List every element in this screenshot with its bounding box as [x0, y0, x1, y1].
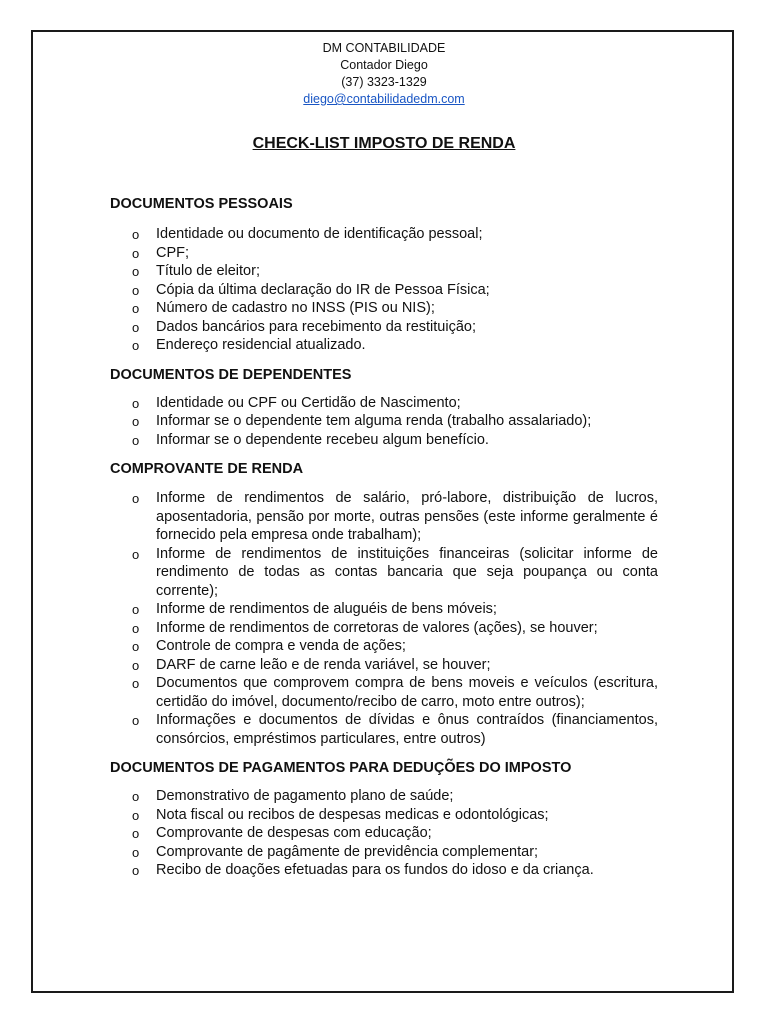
- bullet-icon: o: [132, 282, 140, 298]
- section-documentos-dependentes: [110, 366, 658, 450]
- bullet-icon: o: [132, 227, 140, 242]
- bullet-icon: o: [132, 789, 140, 804]
- item-list: [110, 225, 658, 355]
- list-item: o Informar se o dependente tem alguma renda (trabalho assalariado);: [110, 412, 658, 431]
- document-title: CHECK-LIST IMPOSTO DE RENDA: [252, 135, 516, 152]
- section-documentos-pessoais: [110, 195, 658, 355]
- bullet-icon: o: [132, 395, 140, 411]
- list-item: o Informações e documentos de dívidas e ônus contraídos (financiamentos, consórcios, empréstimos particulares, entre outros): [132, 712, 658, 747]
- letterhead: [0, 40, 768, 108]
- bullet-icon: o: [132, 491, 140, 506]
- bullet-icon: o: [132, 639, 140, 654]
- list-item: o Dados bancários para recebimento da restituição;: [110, 318, 658, 337]
- bullet-icon: o: [132, 546, 140, 562]
- phone-number: (37) 3323-1329: [341, 75, 427, 89]
- list-item: o Identidade ou CPF ou Certidão de Nascimento;: [110, 394, 658, 413]
- list-item: o Número de cadastro no INSS (PIS ou NIS);: [110, 299, 658, 318]
- list-item: o Título de eleitor;: [110, 262, 658, 281]
- section-title: DOCUMENTOS DE PAGAMENTOS PARA DEDUÇÕES DO IMPOSTO: [110, 760, 572, 776]
- list-item: o Cópia da última declaração do IR de Pessoa Física;: [110, 281, 658, 300]
- bullet-icon: o: [132, 620, 140, 636]
- list-item: o Informe de rendimentos de salário, pró-labore, distribuição de lucros, aposentadoria, pensão por morte, outras pensões (este informe geralmente é fornecido pela empresa onde trabalham);: [132, 490, 658, 543]
- item-list: [110, 787, 658, 880]
- bullet-icon: o: [132, 414, 140, 429]
- list-item: o CPF;: [110, 244, 658, 263]
- checklist-content: [110, 195, 658, 880]
- bullet-icon: o: [132, 676, 140, 691]
- list-item: o Informe de rendimentos de instituições financeiras (solicitar informe de rendimento de todas as contas bancaria que seja poupança ou conta corrente);: [132, 545, 658, 599]
- list-item: o Identidade ou documento de identificação pessoal;: [110, 225, 658, 244]
- email-link[interactable]: diego@contabilidadedm.com: [303, 92, 465, 106]
- company-name: DM CONTABILIDADE: [322, 41, 446, 55]
- list-item: o Informe de rendimentos de aluguéis de bens móveis;: [110, 600, 658, 619]
- list-item: o Endereço residencial atualizado.: [110, 336, 658, 355]
- bullet-icon: o: [132, 863, 140, 878]
- list-item: o Informe de rendimentos de corretoras de valores (ações), se houver;: [110, 619, 658, 638]
- list-item: o Controle de compra e venda de ações;: [110, 637, 658, 656]
- bullet-icon: o: [132, 338, 140, 353]
- list-item: o Nota fiscal ou recibos de despesas medicas e odontológicas;: [110, 806, 658, 825]
- bullet-icon: o: [132, 264, 140, 279]
- contact-name: Contador Diego: [340, 58, 428, 72]
- bullet-icon: o: [132, 657, 140, 673]
- bullet-icon: o: [132, 807, 140, 823]
- bullet-icon: o: [132, 245, 140, 261]
- bullet-icon: o: [132, 432, 140, 448]
- bullet-icon: o: [132, 826, 140, 841]
- section-title: COMPROVANTE DE RENDA: [110, 461, 304, 477]
- list-item: o DARF de carne leão e de renda variável, se houver;: [110, 656, 658, 675]
- bullet-icon: o: [132, 301, 140, 316]
- bullet-icon: o: [132, 713, 140, 728]
- item-list: [110, 394, 658, 450]
- section-title: DOCUMENTOS DE DEPENDENTES: [110, 366, 352, 383]
- bullet-icon: o: [132, 319, 140, 335]
- list-item: o Comprovante de pagâmente de previdência complementar;: [110, 843, 658, 862]
- list-item: o Documentos que comprovem compra de bens moveis e veículos (escritura, certidão do imóvel, documento/recibo de carro, moto entre outros);: [132, 675, 658, 710]
- bullet-icon: o: [132, 844, 140, 860]
- list-item: o Informar se o dependente recebeu algum benefício.: [110, 431, 658, 450]
- list-item: o Demonstrativo de pagamento plano de saúde;: [110, 787, 658, 806]
- item-list: [110, 489, 658, 748]
- section-comprovante-renda: [110, 460, 658, 748]
- list-item: o Recibo de doações efetuadas para os fundos do idoso e da criança.: [110, 861, 658, 880]
- bullet-icon: o: [132, 602, 140, 617]
- list-item: o Comprovante de despesas com educação;: [110, 824, 658, 843]
- section-title: DOCUMENTOS PESSOAIS: [110, 196, 293, 212]
- section-deducoes-imposto: [110, 759, 658, 880]
